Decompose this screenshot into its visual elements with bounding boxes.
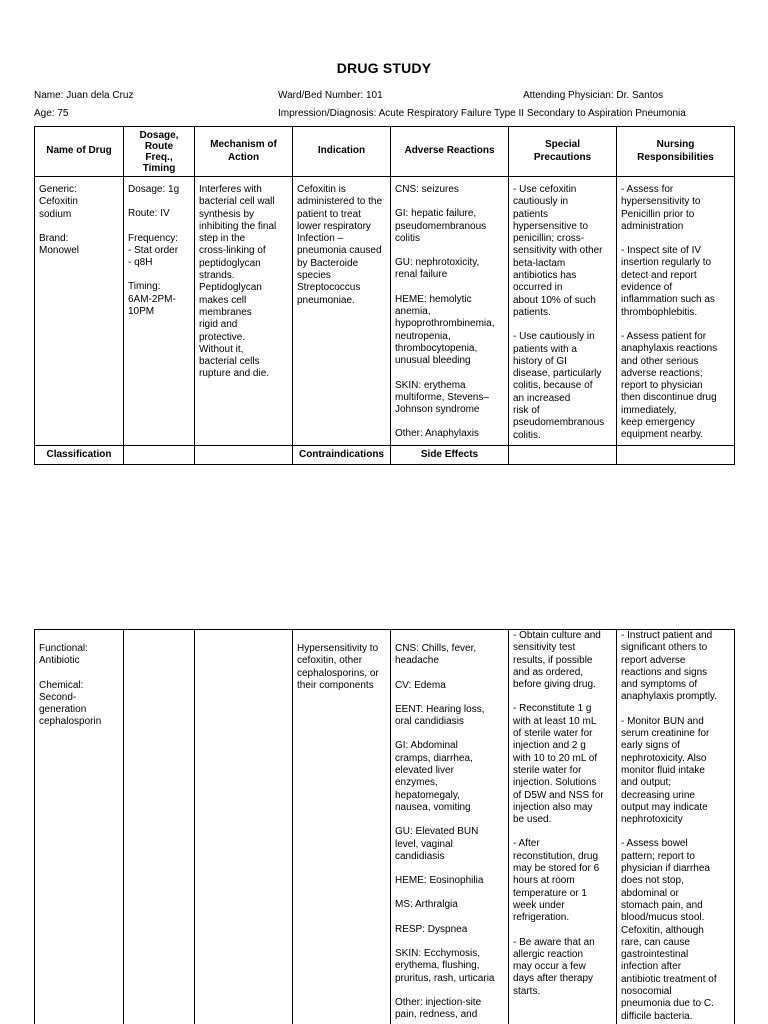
- side-effect-item: HEME: Eosinophilia: [395, 875, 484, 887]
- header-dosage-route: Dosage, Route Freq., Timing: [124, 127, 195, 177]
- brand-name: Brand: Monowel: [39, 232, 80, 257]
- empty-cell: [617, 445, 735, 464]
- precaution-item: - Use cautiously in patients with a history of GI disease, particularly colitis, because of an increased risk of pseudomembranous colitis.: [513, 331, 605, 441]
- header-nursing-responsibilities: Nursing Responsibilities: [617, 127, 735, 177]
- empty-cell: [124, 445, 195, 464]
- dosage-text: Dosage: 1g: [128, 184, 180, 195]
- label-contraindications: Contraindications: [293, 445, 391, 464]
- precaution-item: - After reconstitution, drug may be stored for 6 hours at room temperature or 1 week under refrigeration.: [513, 838, 600, 924]
- side-effect-item: CNS: Chills, fever, headache: [395, 643, 477, 667]
- patient-age: Age: 75: [34, 108, 69, 119]
- page2-viewport: [0, 629, 768, 1024]
- precaution-item: - Reconstitute 1 g with at least 10 mL of sterile water for injection and 2 g with 10 to 20 mL of sterile water for injection. Solutions of D5W and NSS for injection also may be used.: [513, 703, 604, 826]
- side-effect-item: GI: Abdominal cramps, diarrhea, elevated liver enzymes, hepatomegaly, nausea, vomiting: [395, 740, 473, 813]
- nursing-item: - Monitor BUN and serum creatinine for early signs of nephrotoxicity. Also monitor fluid intake and output; decreasing urine output may indicate nephrotoxicity: [621, 715, 710, 826]
- label-side-effects: Side Effects: [391, 445, 509, 464]
- header-name-of-drug: Name of Drug: [35, 127, 124, 177]
- attending-physician: Attending Physician: Dr. Santos: [523, 90, 664, 101]
- adverse-gi: GI: hepatic failure, pseudomembranous colitis: [395, 208, 487, 244]
- side-effect-item: EENT: Hearing loss, oral candidiasis: [395, 703, 485, 728]
- nursing-item: - Assess bowel pattern; report to physician if diarrhea does not stop, abdominal or stomach pain, and blood/mucus stool. Cefoxitin, although rare, can cause gastrointestinal infection after antibiotic treatment of nosocomial pneumonia due to C. difficile bacteria.: [621, 838, 717, 1022]
- cell-contraindications: [293, 630, 391, 1024]
- cell-nursing-responsibilities: [617, 630, 735, 1024]
- generic-name: Generic: Cefoxitin sodium: [39, 184, 78, 220]
- empty-cell: [509, 445, 617, 464]
- table-row: [35, 630, 735, 1024]
- side-effect-item: RESP: Dyspnea: [395, 923, 468, 935]
- header-mechanism: Mechanism of Action: [195, 127, 293, 177]
- cell-drug-name: [35, 177, 124, 446]
- drug-study-table-page1: [34, 126, 735, 465]
- cell-special-precautions: [509, 177, 617, 446]
- table-row: [35, 177, 735, 446]
- adverse-gu: GU: nephrotoxicity, renal failure: [395, 257, 480, 281]
- adverse-other: Other: Anaphylaxis: [395, 428, 479, 440]
- ward-bed-number: Ward/Bed Number: 101: [278, 90, 383, 101]
- side-effect-item: SKIN: Ecchymosis, erythema, flushing, pruritus, rash, urticaria: [395, 948, 495, 984]
- header-adverse-reactions: Adverse Reactions: [391, 127, 509, 177]
- header-special-precautions: Special Precautions: [509, 127, 617, 177]
- empty-cell: [195, 445, 293, 464]
- impression-diagnosis: Impression/Diagnosis: Acute Respiratory Failure Type II Secondary to Aspiration Pneumonia: [278, 108, 686, 119]
- frequency-text: Frequency: - Stat order - q8H: [128, 232, 179, 269]
- side-effect-item: GU: Elevated BUN level, vaginal candidiasis: [395, 826, 479, 862]
- empty-cell: [124, 630, 195, 1024]
- table-footer-row: [35, 445, 735, 464]
- header-indication: Indication: [293, 127, 391, 177]
- functional-class: Functional: Antibiotic: [39, 643, 88, 667]
- adverse-cns: CNS: seizures: [395, 184, 459, 195]
- side-effect-item: CV: Edema: [395, 679, 446, 691]
- cell-adverse-reactions: [391, 177, 509, 446]
- drug-study-table-page2: [34, 629, 735, 1024]
- indication-text: Cefoxitin is administered to the patient to treat lower respiratory Infection – pneumonia caused by Bacteroide species Streptococcus pneumoniae.: [297, 184, 383, 306]
- adverse-heme: HEME: hemolytic anemia, hypoprothrombinemia, neutropenia, thrombocytopenia, unusual bleeding: [395, 293, 495, 367]
- cell-dosage: [124, 177, 195, 446]
- nursing-item: - Inspect site of IV insertion regularly to detect and report evidence of inflammation such as thrombophlebitis.: [621, 245, 715, 318]
- chemical-class: Chemical: Second- generation cephalosporin: [39, 679, 102, 728]
- precaution-item: - Use cefoxitin cautiously in patients hypersensitive to penicillin; cross- sensitivity with other beta-lactam antibiotics has occurred in about 10% of such patients.: [513, 184, 603, 318]
- precaution-item: - Be aware that an allergic reaction may occur a few days after therapy starts.: [513, 936, 595, 997]
- cell-classification: [35, 630, 124, 1024]
- cell-nursing-responsibilities: [617, 177, 735, 446]
- nursing-item: - Assess patient for anaphylaxis reactions and other serious adverse reactions; report to physician then discontinue drug immediately, keep emergency equipment nearby.: [621, 330, 718, 441]
- empty-cell: [195, 630, 293, 1024]
- side-effect-item: Other: injection-site pain, redness, and: [395, 996, 482, 1021]
- cell-special-precautions: [509, 630, 617, 1024]
- side-effect-item: MS: Arthralgia: [395, 899, 458, 911]
- patient-name: Name: Juan dela Cruz: [34, 90, 134, 101]
- nursing-item: - Assess for hypersensitivity to Penicillin prior to administration: [621, 184, 701, 232]
- table-header-row: [35, 127, 735, 177]
- document-title: DRUG STUDY: [336, 60, 432, 76]
- adverse-skin: SKIN: erythema multiforme, Stevens– Johnson syndrome: [395, 379, 489, 416]
- cell-side-effects: [391, 630, 509, 1024]
- cell-mechanism: [195, 177, 293, 446]
- label-classification: Classification: [35, 445, 124, 464]
- contraindications-text: Hypersensitivity to cefoxitin, other cephalosporins, or their components: [297, 643, 379, 691]
- mechanism-text: Interferes with bacterial cell wall synthesis by inhibiting the final step in the cross-linking of peptidoglycan strands. Peptidoglycan makes cell membranes rigid and protective. Without it, bacterial cells rupture and die.: [199, 184, 277, 380]
- route-text: Route: IV: [128, 208, 170, 220]
- nursing-item: - Instruct patient and significant others to report adverse reactions and signs and symptoms of anaphylaxis promptly.: [621, 630, 717, 703]
- cell-indication: [293, 177, 391, 446]
- timing-text: Timing: 6AM-2PM- 10PM: [128, 281, 176, 318]
- precaution-item: - Obtain culture and sensitivity test results, if possible and as ordered, before giving drug.: [513, 630, 601, 691]
